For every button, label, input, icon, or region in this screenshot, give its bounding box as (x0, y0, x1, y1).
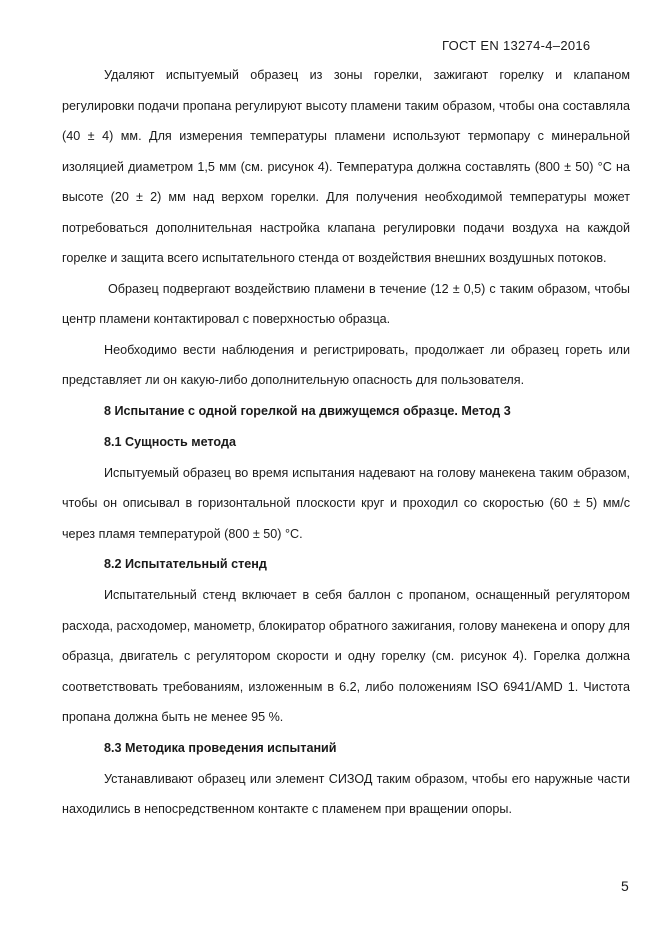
standard-header: ГОСТ EN 13274-4–2016 (442, 38, 591, 53)
section-heading-8-2: 8.2 Испытательный стенд (104, 557, 267, 571)
paragraph-flame-exposure: Образец подвергают воздействию пламени в течение (12 ± 0,5) с таким образом, чтобы центр пламени контактировал с поверхностью образца. (62, 281, 630, 326)
paragraph-observation: Необходимо вести наблюдения и регистрировать, продолжает ли образец гореть или представляет ли он какую-либо дополнительную опасность для пользователя. (62, 342, 630, 387)
page-number: 5 (621, 878, 629, 894)
document-body (62, 60, 630, 825)
paragraph-test-stand: Испытательный стенд включает в себя баллон с пропаном, оснащенный регулятором расхода, расходомер, манометр, блокиратор обратного зажигания, голову манекена и опору для образца, двигатель с регулятором скорости и одну горелку (см. рисунок 4). Горелка должна соответствовать требованиям, изложенным в 6.2, либо положениям ISO 6941/AMD 1. Чистота пропана должна быть не менее 95 %. (62, 588, 630, 724)
paragraph-method-essence: Испытуемый образец во время испытания надевают на голову манекена таким образом, чтобы он описывал в горизонтальной плоскости круг и проходил со скоростью (60 ± 5) мм/с через пламя температурой (800 ± 50) °С. (62, 465, 630, 541)
section-heading-8: 8 Испытание с одной горелкой на движущемся образце. Метод 3 (104, 403, 511, 418)
paragraph-burner-setup: Удаляют испытуемый образец из зоны горелки, зажигают горелку и клапаном регулировки подачи пропана регулируют высоту пламени таким образом, чтобы она составляла (40 ± 4) мм. Для измерения температуры пламени используют термопару с минеральной изоляцией диаметром 1,5 мм (см. рисунок 4). Температура должна составлять (800 ± 50) °С на высоте (20 ± 2) мм над верхом горелки. Для получения необходимой температуры может потребоваться дополнительная настройка клапана регулировки подачи воздуха на каждой горелке и защита всего испытательного стенда от воздействия внешних воздушных потоков. (62, 68, 630, 265)
paragraph-test-procedure: Устанавливают образец или элемент СИЗОД таким образом, чтобы его наружные части находились в непосредственном контакте с пламенем при вращении опоры. (62, 771, 630, 816)
section-heading-8-1: 8.1 Сущность метода (104, 434, 236, 449)
section-heading-8-3: 8.3 Методика проведения испытаний (104, 740, 337, 755)
